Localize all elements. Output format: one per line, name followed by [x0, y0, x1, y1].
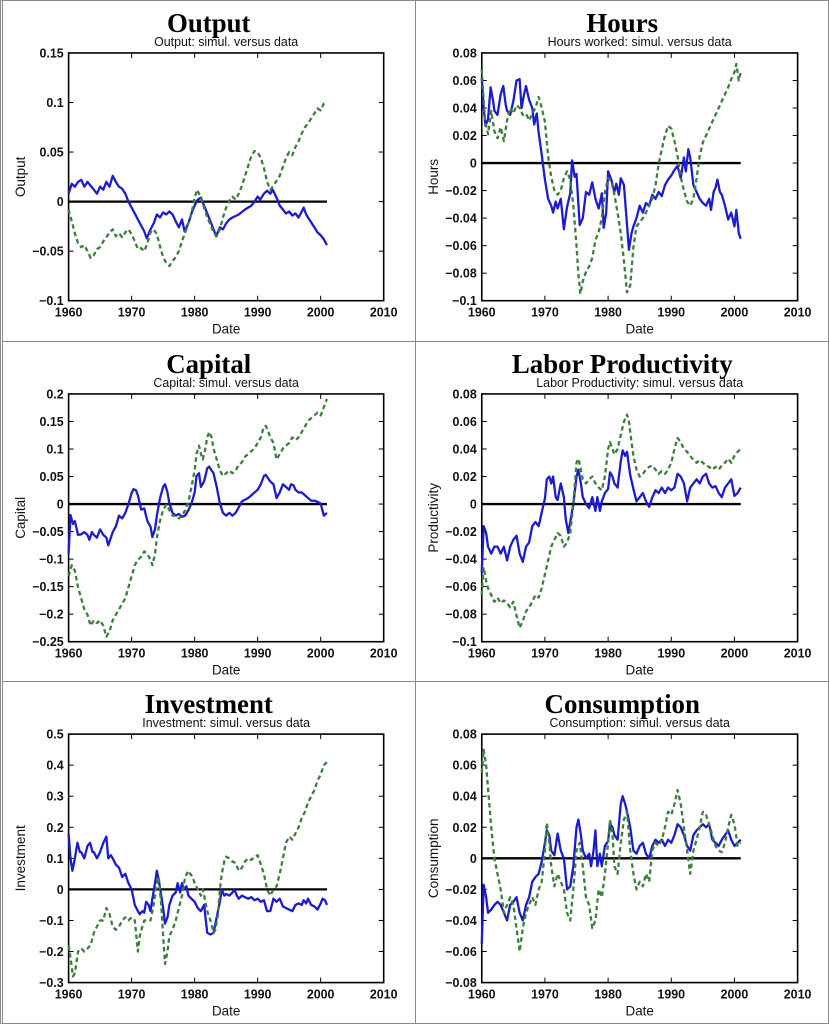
x-tick-label: 1960	[54, 987, 83, 1002]
x-tick-label: 2010	[369, 646, 398, 661]
panel-subtitle: Hours worked: simul. versus data	[547, 34, 732, 49]
x-tick-label: 1990	[656, 646, 685, 661]
panel-title: Consumption	[544, 689, 700, 720]
x-tick-label: 1990	[243, 646, 272, 661]
panel-subtitle: Output: simul. versus data	[154, 34, 299, 49]
y-tick-label: 0	[56, 195, 64, 210]
y-axis-label: Capital	[12, 496, 28, 539]
x-tick-label: 2000	[306, 646, 335, 661]
y-tick-label: 0.15	[39, 414, 64, 429]
x-tick-label: 1970	[530, 646, 559, 661]
y-tick-label: 0	[469, 497, 477, 512]
x-axis-label: Date	[624, 321, 654, 337]
x-axis-label: Date	[211, 1003, 241, 1019]
y-tick-label: −0.02	[444, 524, 477, 539]
plot-box	[481, 394, 797, 642]
y-tick-label: 0.06	[452, 414, 477, 429]
y-tick-label: 0.08	[452, 46, 477, 61]
plot-box	[481, 53, 797, 301]
y-tick-label: −0.06	[444, 239, 477, 254]
x-tick-label: 1960	[467, 646, 496, 661]
y-tick-label: 0.05	[39, 469, 64, 484]
y-tick-label: 0.1	[46, 852, 64, 867]
y-tick-label: 0.2	[46, 821, 64, 836]
panel-title: Output	[167, 7, 251, 38]
panel-output	[3, 1, 416, 342]
y-tick-label: −0.2	[39, 607, 64, 622]
y-axis-label: Output	[12, 156, 28, 198]
x-tick-label: 1970	[117, 987, 146, 1002]
x-tick-label: 1980	[180, 305, 209, 320]
data-series-line	[481, 414, 740, 627]
tick-marks	[32, 387, 397, 660]
y-tick-label: 0.3	[46, 790, 64, 805]
y-tick-label: 0.4	[46, 758, 64, 774]
y-tick-label: −0.08	[444, 266, 477, 281]
y-tick-label: −0.04	[444, 211, 477, 226]
y-tick-label: −0.25	[32, 634, 64, 649]
y-tick-label: 0.05	[39, 145, 64, 160]
x-tick-label: 2010	[369, 305, 398, 320]
plot-box	[69, 734, 384, 982]
y-tick-label: 0	[469, 852, 477, 867]
y-tick-label: 0.1	[46, 95, 64, 111]
y-tick-label: 0.04	[452, 442, 477, 457]
y-tick-label: −0.2	[39, 945, 64, 960]
y-tick-label: 0	[469, 156, 477, 171]
y-tick-label: −0.1	[39, 914, 64, 929]
x-tick-label: 2010	[783, 646, 811, 661]
panel-title: Investment	[144, 689, 273, 720]
x-tick-label: 1980	[593, 305, 622, 320]
y-axis-label: Consumption	[425, 818, 441, 899]
panel-hours	[416, 1, 829, 342]
x-tick-label: 1980	[180, 987, 209, 1002]
simulated-line	[481, 797, 740, 945]
plot-box	[69, 53, 384, 301]
panel-title: Labor Productivity	[511, 348, 733, 379]
y-tick-label: −0.05	[32, 524, 64, 539]
panel-capital	[3, 342, 416, 683]
plot-box	[69, 394, 384, 642]
x-axis-label: Date	[211, 321, 241, 337]
x-tick-label: 1970	[117, 646, 146, 661]
simulated-line	[69, 834, 327, 935]
x-tick-label: 2000	[720, 305, 748, 320]
x-tick-label: 2000	[720, 987, 748, 1002]
chart-canvas-capital	[3, 342, 415, 682]
panel-subtitle: Consumption: simul. versus data	[548, 716, 730, 731]
y-tick-label: 0.5	[46, 727, 64, 742]
y-tick-label: −0.04	[444, 914, 477, 929]
y-tick-label: 0.2	[46, 387, 64, 402]
y-axis-label: Hours	[425, 158, 441, 195]
tick-marks	[445, 46, 811, 319]
x-axis-label: Date	[211, 662, 241, 678]
x-tick-label: 2000	[306, 987, 335, 1002]
chart-canvas-consumption	[416, 682, 829, 1023]
y-tick-label: 0.06	[452, 758, 477, 774]
y-tick-label: 0.04	[452, 790, 477, 805]
x-tick-label: 1960	[54, 305, 83, 320]
panel-investment	[3, 682, 416, 1023]
panel-subtitle: Capital: simul. versus data	[153, 375, 299, 390]
x-tick-label: 1980	[180, 646, 209, 661]
panel-subtitle: Investment: simul. versus data	[142, 716, 311, 731]
x-tick-label: 1960	[467, 987, 496, 1002]
x-tick-label: 1990	[656, 305, 685, 320]
y-tick-label: −0.1	[451, 294, 477, 309]
y-tick-label: 0.02	[452, 821, 477, 836]
y-tick-label: 0.1	[46, 442, 64, 457]
x-tick-label: 2000	[720, 646, 748, 661]
tick-marks	[445, 387, 811, 660]
simulated-line	[481, 450, 740, 572]
chart-canvas-labor_productivity	[416, 342, 829, 682]
x-tick-label: 1970	[530, 987, 559, 1002]
panel-consumption	[416, 682, 829, 1023]
y-tick-label: −0.02	[444, 883, 477, 898]
x-tick-label: 2010	[783, 987, 811, 1002]
y-tick-label: −0.15	[32, 579, 64, 594]
tick-marks	[39, 728, 397, 1002]
y-tick-label: 0.06	[452, 73, 477, 88]
y-tick-label: −0.05	[32, 244, 64, 259]
y-tick-label: −0.1	[39, 552, 64, 567]
y-tick-label: 0.08	[452, 727, 477, 742]
y-tick-label: 0	[56, 883, 64, 898]
simulated-line	[69, 466, 327, 553]
y-tick-label: −0.06	[444, 945, 477, 960]
x-axis-label: Date	[624, 662, 654, 678]
data-series-line	[481, 750, 740, 952]
x-tick-label: 1980	[593, 646, 622, 661]
x-tick-label: 1960	[54, 646, 83, 661]
chart-canvas-output	[3, 1, 415, 341]
chart-canvas-investment	[3, 682, 415, 1023]
x-axis-label: Date	[624, 1003, 654, 1019]
y-tick-label: 0	[56, 497, 64, 512]
y-tick-label: −0.06	[444, 579, 477, 594]
data-series-line	[69, 399, 327, 637]
panel-title: Hours	[585, 7, 658, 38]
x-tick-label: 2010	[783, 305, 811, 320]
x-tick-label: 1990	[243, 987, 272, 1002]
x-tick-label: 1980	[593, 987, 622, 1002]
x-tick-label: 2000	[306, 305, 335, 320]
y-tick-label: 0.02	[452, 129, 477, 144]
y-tick-label: −0.08	[444, 607, 477, 622]
x-tick-label: 1970	[117, 305, 146, 320]
x-tick-label: 1990	[656, 987, 685, 1002]
tick-marks	[445, 728, 811, 1002]
y-tick-label: −0.3	[39, 976, 64, 991]
y-tick-label: −0.04	[444, 552, 477, 567]
x-tick-label: 1960	[467, 305, 496, 320]
panel-labor_productivity	[416, 342, 829, 683]
y-tick-label: −0.1	[39, 294, 64, 309]
y-tick-label: 0.08	[452, 387, 477, 402]
y-axis-label: Investment	[12, 825, 28, 892]
y-tick-label: 0.04	[452, 101, 477, 116]
y-tick-label: 0.02	[452, 469, 477, 484]
data-series-line	[69, 762, 327, 976]
y-axis-label: Productivity	[425, 482, 441, 553]
y-tick-label: −0.08	[444, 976, 477, 991]
chart-canvas-hours	[416, 1, 829, 341]
y-tick-label: −0.02	[444, 184, 477, 199]
y-tick-label: −0.1	[451, 634, 477, 649]
panel-subtitle: Labor Productivity: simul. versus data	[535, 375, 743, 390]
y-tick-label: 0.15	[39, 46, 64, 61]
x-tick-label: 1990	[243, 305, 272, 320]
x-tick-label: 2010	[369, 987, 398, 1002]
panel-title: Capital	[166, 348, 252, 379]
x-tick-label: 1970	[530, 305, 559, 320]
